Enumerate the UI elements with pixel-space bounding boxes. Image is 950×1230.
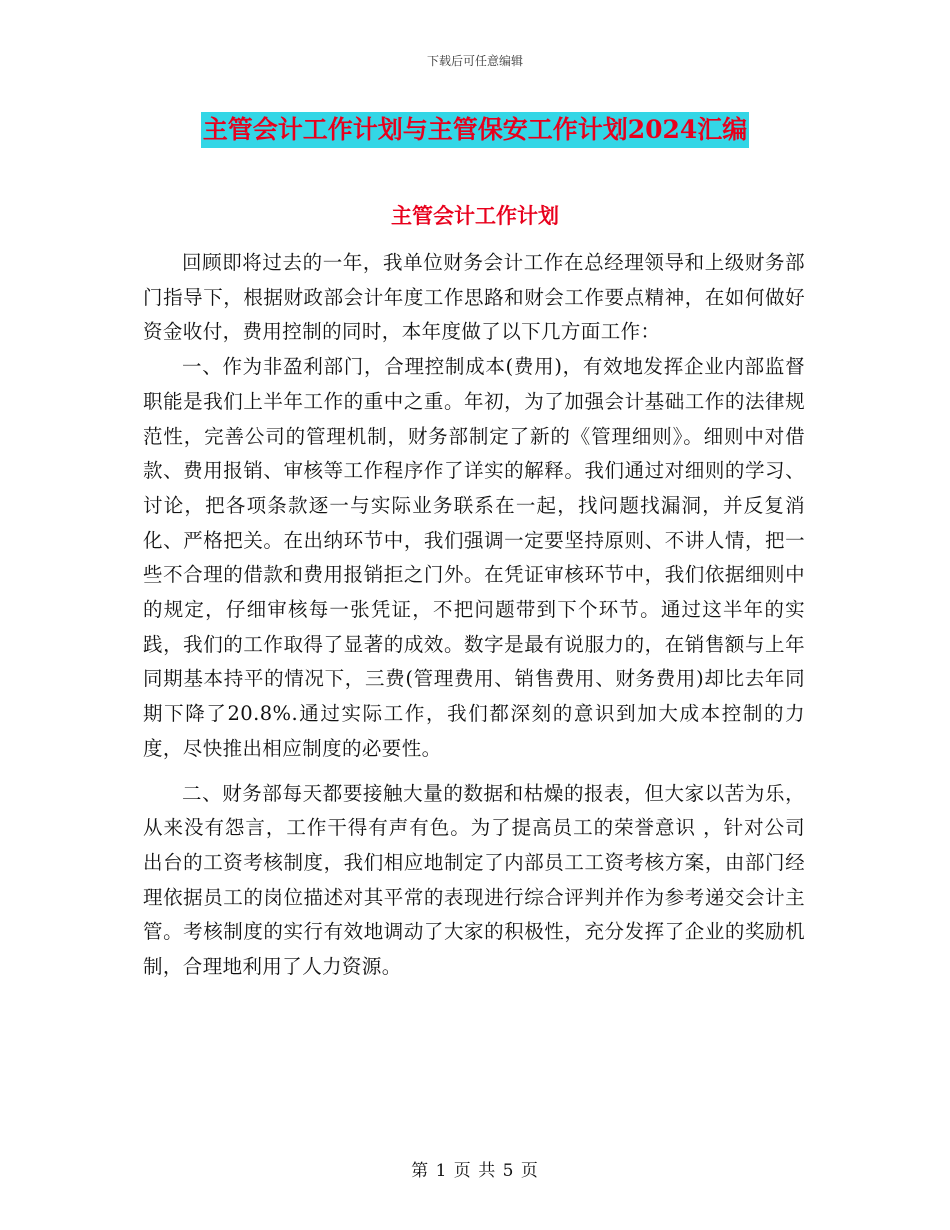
page-header-note: 下载后可任意编辑 — [426, 54, 523, 68]
body-paragraph-2: 一、作为非盈利部门，合理控制成本(费用)，有效地发挥企业内部监督职能是我们上半年工作的重中之重。年初，为了加强会计基础工作的法律规范性，完善公司的管理机制，财务部制定了新的《管理细则》。细则中对借款、费用报销、审核等工作程序作了详实的解释。我们通过对细则的学习、讨论，把各项条款逐一与实际业务联系在一起，找问题找漏洞，并反复消化、严格把关。在出纳环节中，我们强调一定要坚持原则、不讲人情，把一些不合理的借款和费用报销拒之门外。在凭证审核环节中，我们依据细则中的规定，仔细审核每一张凭证，不把问题带到下个环节。通过这半年的实践，我们的工作取得了显著的成效。数字是最有说服力的，在销售额与上年同期基本持平的情况下，三费(管理费用、销售费用、财务费用)却比去年同期下降了20.8%.通过实际工作，我们都深刻的意识到加大成本控制的力度，尽快推出相应制度的必要性。 — [143, 355, 805, 760]
document-body — [143, 246, 805, 995]
body-paragraph-1: 回顾即将过去的一年，我单位财务会计工作在总经理领导和上级财务部门指导下，根据财政部会计年度工作思路和财会工作要点精神，在如何做好资金收付，费用控制的同时，本年度做了以下几方面工作： — [143, 251, 805, 344]
body-paragraph-3: 二、财务部每天都要接触大量的数据和枯燥的报表，但大家以苦为乐，从来没有怨言，工作干得有声有色。为了提高员工的荣誉意识 ，针对公司出台的工资考核制度，我们相应地制定了内部员工工资考核方案，由部门经理依据员工的岗位描述对其平常的表现进行综合评判并作为参考递交会计主管。考核制度的实行有效地调动了大家的积极性，充分发挥了企业的奖励机制，合理地利用了人力资源。 — [143, 781, 805, 979]
document-title-container — [0, 112, 950, 148]
document-title: 主管会计工作计划与主管保安工作计划2024汇编 — [201, 112, 750, 148]
section-title: 主管会计工作计划 — [391, 203, 559, 228]
page-footer: 第 1 页 共 5 页 — [411, 1161, 539, 1181]
